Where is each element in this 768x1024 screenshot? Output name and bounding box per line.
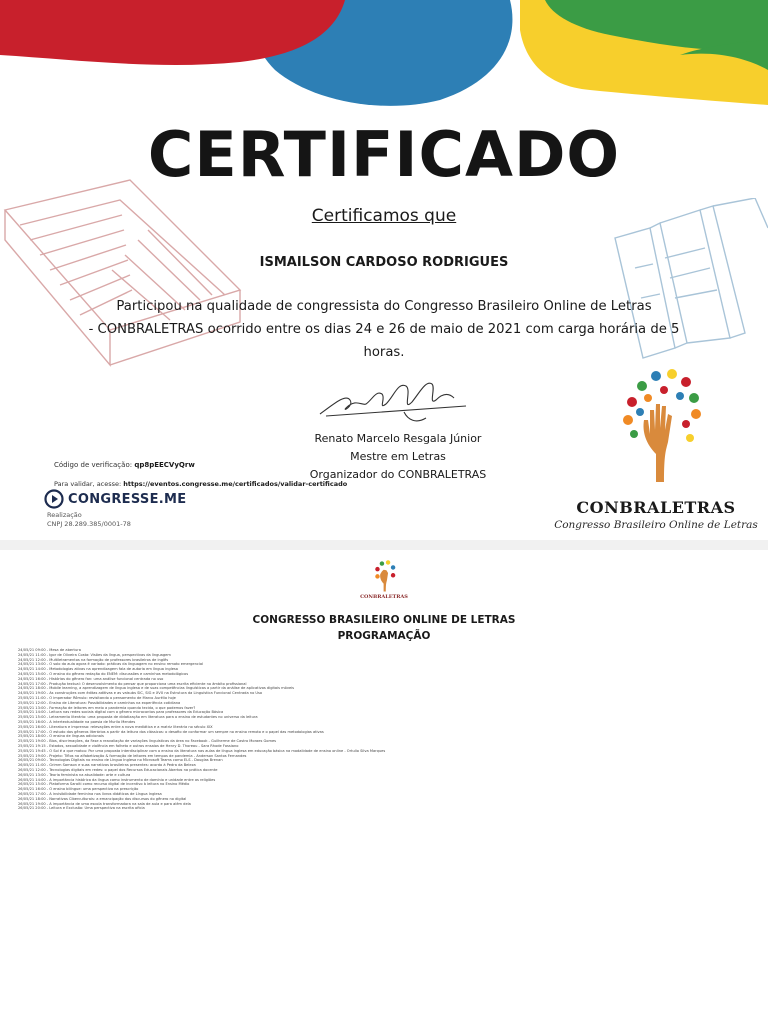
schedule-item: 25/05/21 18:00 - O ensino de línguas adicionais [18, 734, 104, 739]
schedule-item: 25/05/21 16:00 - Literatura e imprensa: relevações entre a nova mediática e a matriz literária no século XIX [18, 724, 213, 729]
schedule-item: 24/05/21 13:00 - O solo da aula agora é variado: práticas da linguagem no ensino remoto emergencial [18, 662, 204, 667]
certificate-title: CERTIFICADO [147, 118, 621, 191]
recipient-name: ISMAILSON CARDOSO RODRIGUES [259, 255, 509, 270]
schedule-item: 24/05/21 15:00 - O ensino do gênero redação do ENEM: discussões e caminhos metodológicos [18, 671, 189, 676]
verification-code-line [54, 461, 195, 469]
signer-degree: Mestre em Letras [350, 450, 446, 463]
schedule-item: 26/05/21 18:00 - Narrativas Ciberculturais: a emancipação dos discursos do gênero no digital [18, 796, 187, 801]
schedule-item: 26/05/21 20:00 - Leitura e Exclusão: Uma perspectiva na escrita oficia [18, 806, 145, 811]
conbraletras-subtitle: Congresso Brasileiro Online de Letras [554, 519, 758, 531]
verification-code: qp8pEECVyQrw [134, 461, 195, 469]
schedule-item: 24/05/21 16:00 - Histórias do gênero fan: uma análise funcional centrada no uso [18, 676, 164, 681]
schedule-item: 25/05/21 13:00 - Formação de leitores em meio a pandemia quando tecida, o que podemos fazer? [18, 705, 196, 710]
schedule-item: 25/05/21 11:00 - O imperador Rômulo: revisitando o pensamento de Marco Aurélio hoje [18, 695, 176, 700]
verification-label: Código de verificação: [54, 461, 133, 469]
schedule-item: 24/05/21 12:00 - Multiletramentos na formação de professores brasileiros de inglês [18, 657, 169, 662]
schedule-item: 25/05/21 19:00 - Bios, discrimações, da Fase a reavaliação de variações linguísticas da área no Facebook - Guilherme de Castro Moraes Gomes [18, 739, 277, 744]
schedule-item: 26/05/21 19:00 - A importância de uma escola transformadora na sala de aula e para além dela [18, 801, 191, 806]
schedule-item: 24/05/21 18:00 - Mobile learning, a aprendizagem de língua inglesa e de suas competências linguísticas a partir da análise de aplicativos digitais móveis [18, 686, 295, 691]
validation-label: Para validar, acesse: [54, 480, 122, 488]
schedule-list [18, 648, 758, 811]
schedule-item: 26/05/21 13:00 - Teoria feminista na atualidade: arte e cultura [18, 772, 131, 777]
schedule-item: 26/05/21 12:00 - Tecnologias digitais em redes: o papel dos Recursos Educacionais Abertos na prática docente [18, 767, 218, 772]
schedule-item: 25/05/21 14:00 - Leitura nas redes sociais digital com o gênero microcontos para professores da Educação Básica [18, 710, 224, 715]
cnpj-text: CNPJ 28.289.385/0001-78 [47, 520, 131, 528]
decorative-color-blobs [0, 0, 768, 110]
schedule-item: 26/05/21 14:00 - A importância histórica da língua como instrumento de domínio e unidade entre as religiões [18, 777, 216, 782]
schedule-item: 25/05/21 19:15 - Estados, sexualidade e violência em folheto e outros ensaios de Henry D. Thoreau - Sara Rhode Fossiano [18, 743, 239, 748]
body-line-2: - CONBRALETRAS ocorrido entre os dias 24 e 26 de maio de 2021 com carga horária de 5 horas. [88, 322, 680, 360]
schedule-item: 24/05/21 17:00 - Produção textual: O desenvolvimento do pensar que proporciona uma escrita eficiente no âmbito profissional [18, 681, 247, 686]
play-circle-icon [44, 489, 64, 509]
schedule-item: 24/05/21 14:00 - Metodologias ativas na aprendizagem fala de autoria em língua inglesa [18, 667, 178, 672]
schedule-item: 24/05/21 19:00 - As construções com éditas aditivas e as valsubs SIC, SIG e XVX na Estrutura da Linguística Funcional Centrada no Uso [18, 691, 263, 696]
programme-title-line-2: PROGRAMAÇÃO [337, 630, 431, 642]
schedule-item: 25/05/21 19:45 - O Sol é a que matou: Por uma proposta interdisciplinar com o ensino da literatura nas aulas de língua inglesa em educação básica na modalidade de ensino online - Ortulio Silva Marques [18, 748, 386, 753]
schedule-item: 25/05/21 19:00 - Projeto: Tiflos na alfabetização & formação de leitores em tempos de pandemia - Anderson Santos Fernandes [18, 753, 247, 758]
schedule-item: 26/05/21 17:00 - A invisibilidade feminina nos livros didáticos de Língua Inglesa [18, 791, 162, 796]
schedule-item: 26/05/21 09:00 - Tecnologias Digitais no ensino de Língua Inglesa no Microsoft Teams como ELS - Douglas Brenan [18, 758, 223, 763]
tree-of-hands-icon [620, 362, 702, 484]
signer-role: Organizador do CONBRALETRAS [309, 468, 487, 481]
certificate-body [70, 295, 698, 364]
programme-title-line-1: CONGRESSO BRASILEIRO ONLINE DE LETRAS [252, 614, 516, 626]
conbraletras-brand: CONBRALETRAS [576, 498, 736, 517]
programme-page [0, 550, 768, 1024]
schedule-item: 25/05/21 12:00 - Ensino de Literatura: Possibilidades e caminhos na experiência cotidiana [18, 700, 181, 705]
mini-brand-text: CONBRALETRAS [360, 594, 408, 600]
schedule-item: 25/05/21 17:00 - O estudo dos gêneros literários a partir da leitura dos clássicos: o desafio de conformar um sempre no ensino remoto e o papel das metodologias ativas [18, 729, 324, 734]
schedule-item: 26/05/21 16:00 - O ensino bilíngue: uma perspectiva na prescrição [18, 787, 139, 792]
schedule-item: 24/05/21 11:00 - Igor de Oliveira Costa: Visões da língua, perspectivas da linguagem [18, 652, 171, 657]
congresse-me-text: CONGRESSE.ME [68, 491, 187, 507]
signer-name: Renato Marcelo Resgala Júnior [314, 432, 482, 445]
schedule-item: 26/05/21 11:00 - Grimm Samson e suas narrativas brasileiras presentes: acordo à Pedra da Beleza [18, 763, 196, 768]
schedule-item: 25/05/21 16:00 - A intertextualidade na poesia de Murilo Mendes [18, 719, 136, 724]
schedule-item: 25/05/21 15:00 - Letramento literário: uma proposta de didatização em literatura para o ensino de estudantes no universo da leitura [18, 715, 258, 720]
validation-url[interactable]: https://eventos.congresse.me/certificados/validar-certificado [123, 480, 348, 488]
realizacao-label: Realização [47, 511, 82, 519]
book-sketch-icon [0, 170, 250, 400]
congresse-me-logo [44, 488, 186, 510]
validation-line [54, 480, 347, 488]
schedule-item: 26/05/21 15:00 - Plataforma Saraiti como recurso digital de incentivo à leitura no Ensino Médio [18, 782, 190, 787]
programme-title [0, 612, 768, 644]
tree-of-hands-icon [370, 558, 400, 592]
certificate-intro: Certificamos que [311, 206, 457, 226]
schedule-item: 24/05/21 09:00 - Mesa de abertura [18, 648, 81, 652]
body-line-1: Participou na qualidade de congressista do Congresso Brasileiro Online de Letras [116, 299, 652, 314]
signature-icon [316, 372, 476, 428]
